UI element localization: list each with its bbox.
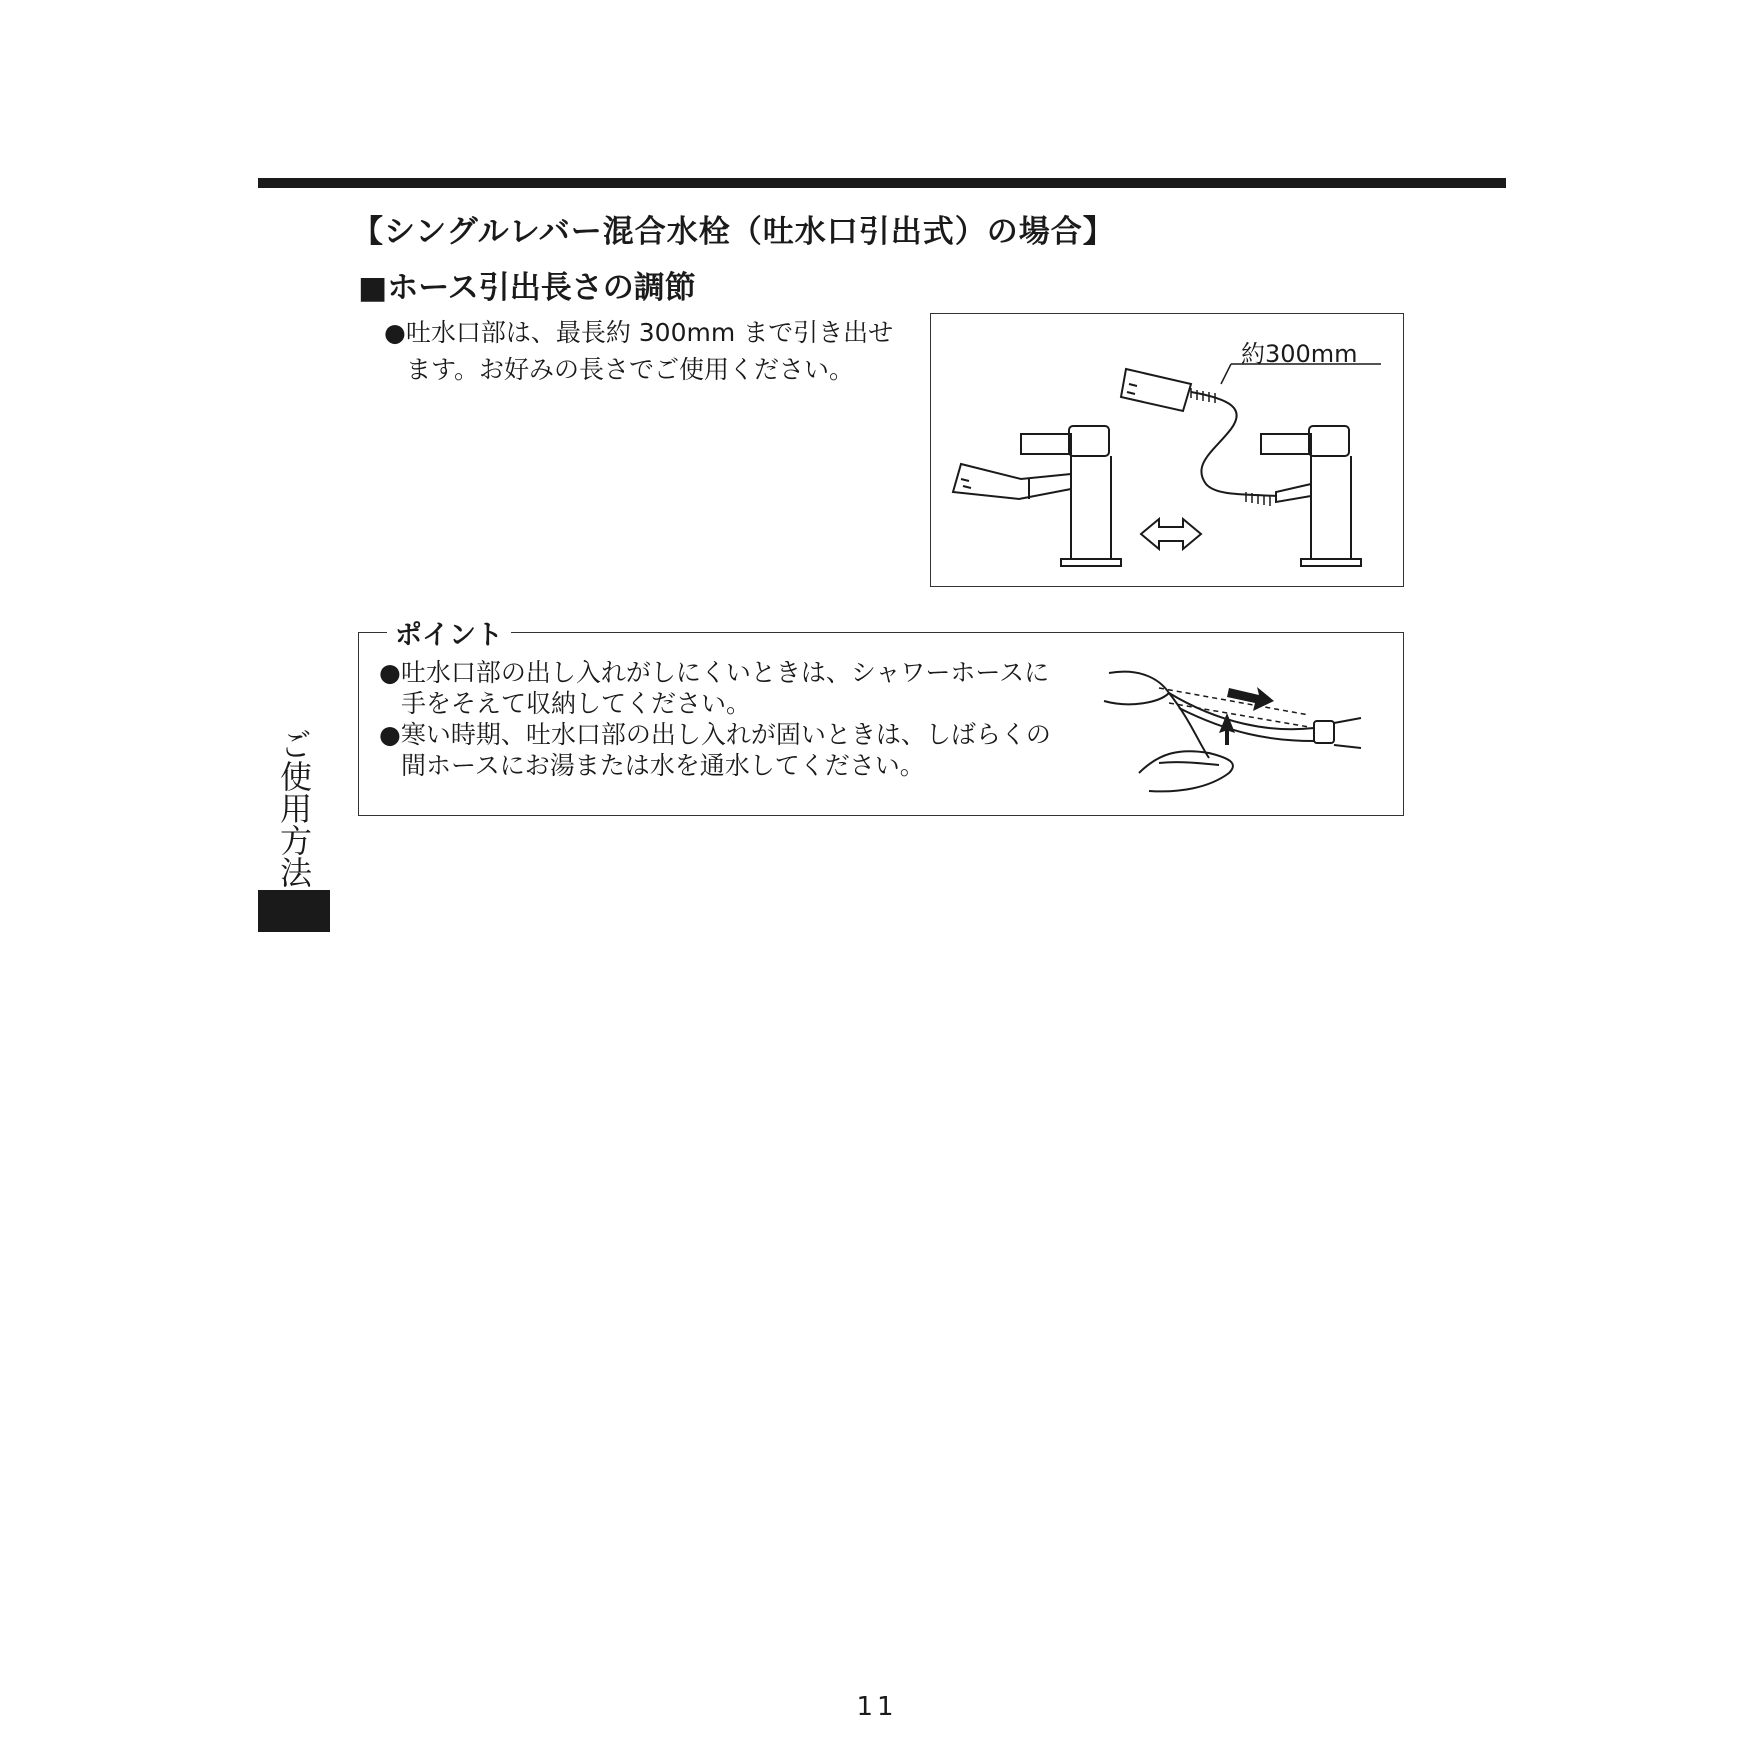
left-faucet-lever xyxy=(1021,434,1071,454)
right-faucet-head xyxy=(1309,426,1349,456)
length-label: 約300mm xyxy=(1241,340,1358,368)
point-list xyxy=(379,657,1059,781)
page-title: 【シングルレバー混合水栓（吐水口引出式）の場合】 xyxy=(352,214,1115,250)
double-arrow-icon xyxy=(1141,519,1201,549)
point-title: ポイント xyxy=(387,613,511,652)
right-faucet-body xyxy=(1311,456,1351,559)
left-faucet-spout xyxy=(953,464,1071,499)
side-tab-block xyxy=(258,890,330,932)
left-faucet-base xyxy=(1061,559,1121,566)
right-faucet-lever xyxy=(1261,434,1311,454)
pulled-spout xyxy=(1121,369,1191,411)
side-tab-label: ご使用方法 xyxy=(275,728,313,888)
hand-outline xyxy=(1139,751,1233,791)
hand-hose-illustration xyxy=(1099,663,1369,793)
right-faucet-base xyxy=(1301,559,1361,566)
top-rule xyxy=(258,178,1506,188)
point-item-1-line-2: 手をそえて収納してください。 xyxy=(401,689,752,718)
page-number: 11 xyxy=(856,1692,898,1722)
hose xyxy=(1191,392,1276,496)
instruction-line-2: ます。お好みの長さでご使用ください。 xyxy=(406,355,855,384)
point-item-2-line-2: 間ホースにお湯または水を通水してください。 xyxy=(401,751,925,780)
point-item-2-line-1: ●寒い時期、吐水口部の出し入れが固いときは、しばらくの xyxy=(379,720,1051,749)
faucet-figure xyxy=(930,313,1404,587)
point-box xyxy=(358,620,1404,816)
instruction-text xyxy=(384,314,914,388)
section-title: ■ホース引出長さの調節 xyxy=(358,270,696,306)
instruction-line-1: ●吐水口部は、最長約 300mm まで引き出せ xyxy=(384,318,894,347)
point-item-1-line-1: ●吐水口部の出し入れがしにくいときは、シャワーホースに xyxy=(379,658,1050,687)
left-faucet-body xyxy=(1071,456,1111,559)
left-faucet-head xyxy=(1069,426,1109,456)
